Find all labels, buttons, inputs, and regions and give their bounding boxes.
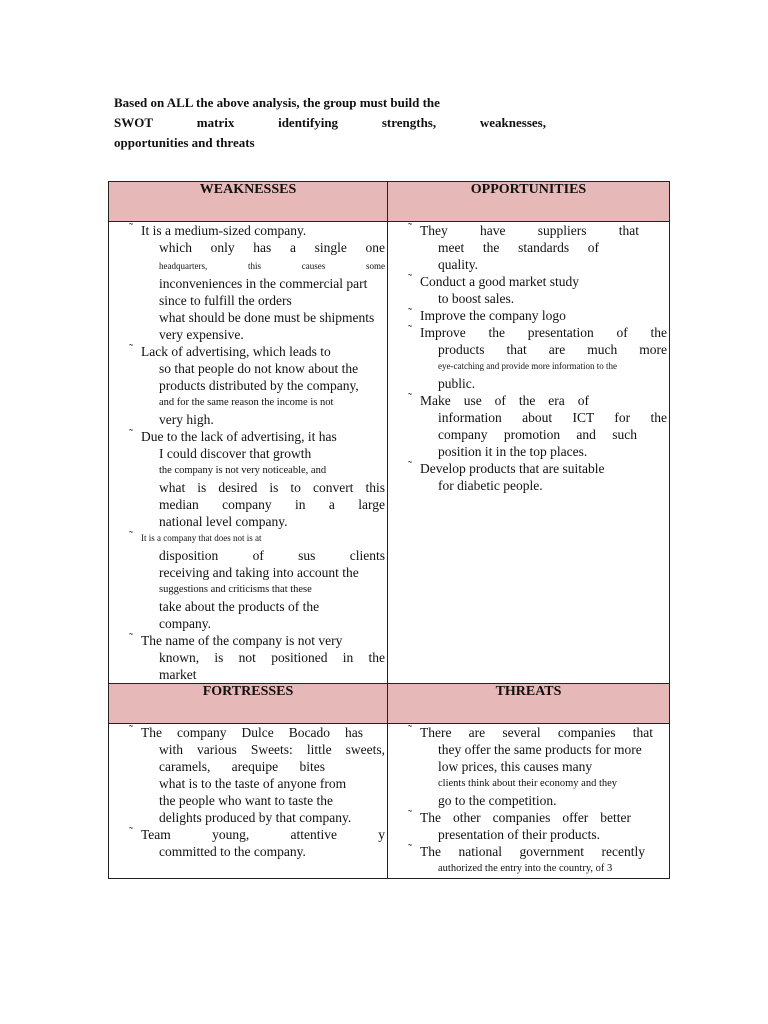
bullet-mark-icon: ˜ [129, 630, 133, 644]
item-line: the people who want to taste the [159, 793, 333, 808]
item-line: The company Dulce Bocado has [141, 725, 363, 740]
swot-matrix [108, 181, 670, 879]
opportunity-item [388, 273, 669, 307]
bullet-mark-icon: ˜ [408, 807, 412, 821]
item-line: public. [438, 376, 476, 391]
threat-item [388, 843, 669, 877]
item-line: go to the competition. [438, 793, 557, 808]
item-line: They have suppliers that [420, 223, 639, 238]
bullet-mark-icon: ˜ [129, 528, 133, 542]
item-line: company. [159, 616, 211, 631]
bullet-mark-icon: ˜ [129, 723, 133, 736]
item-line: since to fulfill the orders [159, 293, 292, 308]
opportunity-item [388, 460, 669, 494]
intro-word: strengths, [381, 115, 437, 130]
item-line: eye-catching and provide more information to the [438, 361, 617, 371]
fortress-item [109, 724, 387, 826]
item-line: to boost sales. [438, 291, 515, 306]
bullet-mark-icon: ˜ [408, 841, 412, 855]
intro-line-2 [114, 113, 546, 133]
bullet-mark-icon: ˜ [408, 221, 412, 234]
intro-line-1: Based on ALL the above analysis, the group must build the [114, 95, 440, 110]
item-line: Develop products that are suitable [420, 461, 605, 476]
item-line: products distributed by the company, [159, 378, 359, 393]
weakness-item [109, 530, 387, 632]
item-line: There are several companies that [420, 725, 653, 740]
item-line: It is a medium-sized company. [141, 223, 307, 238]
item-line: position it in the top places. [438, 444, 588, 459]
fortresses-cell [109, 724, 388, 879]
item-line: national level company. [159, 514, 288, 529]
item-line: take about the products of the [159, 599, 320, 614]
item-line: Lack of advertising, which leads to [141, 344, 331, 359]
intro-line-3: opportunities and threats [114, 135, 255, 150]
item-line: they offer the same products for more [438, 742, 642, 757]
item-line: It is a company that does not is at [141, 533, 262, 543]
weakness-item [109, 428, 387, 530]
threats-header: THREATS [388, 684, 670, 724]
bullet-mark-icon: ˜ [408, 305, 412, 319]
opportunity-item [388, 324, 669, 392]
item-line: I could discover that growth [159, 446, 312, 461]
item-line: which only has a single one [159, 240, 385, 255]
item-line: Improve the presentation of the [420, 325, 667, 340]
item-line: clients think about their economy and they [438, 778, 618, 789]
weaknesses-header: WEAKNESSES [109, 182, 388, 222]
item-line: products that are much more [438, 342, 667, 357]
bullet-mark-icon: ˜ [408, 723, 412, 736]
item-line: Team young, attentive y [141, 827, 385, 842]
item-line: what is desired is to convert this [159, 480, 385, 495]
weaknesses-cell [109, 222, 388, 684]
item-line: Conduct a good market study [420, 274, 579, 289]
item-line: for diabetic people. [438, 478, 543, 493]
intro-paragraph [114, 93, 546, 153]
item-line: The other companies offer better [420, 810, 631, 825]
bullet-mark-icon: ˜ [129, 221, 133, 234]
opportunity-item [388, 392, 669, 460]
opportunity-item [388, 222, 669, 273]
item-line: very high. [159, 412, 214, 427]
weakness-item [109, 632, 387, 683]
bullet-mark-icon: ˜ [408, 322, 412, 336]
item-line: Make use of the era of [420, 393, 589, 408]
opportunity-item [388, 307, 669, 324]
item-line: presentation of their products. [438, 827, 600, 842]
intro-word: matrix [196, 115, 235, 130]
item-line: what should be done must be shipments [159, 310, 375, 325]
item-line: Due to the lack of advertising, it has [141, 429, 337, 444]
item-line: quality. [438, 257, 478, 272]
item-line: caramels, arequipe bites [159, 759, 325, 774]
item-line: committed to the company. [159, 844, 306, 859]
fortress-item [109, 826, 387, 860]
item-line: Improve the company logo [420, 308, 566, 323]
opportunities-header: OPPORTUNITIES [388, 182, 670, 222]
item-line: The name of the company is not very [141, 633, 343, 648]
threat-item [388, 724, 669, 809]
item-line: market [159, 667, 197, 682]
item-line: what is to the taste of anyone from [159, 776, 347, 791]
bullet-mark-icon: ˜ [408, 390, 412, 404]
bullet-mark-icon: ˜ [129, 824, 133, 838]
item-line: disposition of sus clients [159, 548, 385, 563]
bullet-mark-icon: ˜ [408, 271, 412, 285]
item-line: delights produced by that company. [159, 810, 352, 825]
opportunities-cell [388, 222, 670, 684]
intro-word: identifying [278, 115, 339, 130]
item-line: suggestions and criticisms that these [159, 584, 312, 595]
item-line: authorized the entry into the country, of 3 [438, 863, 613, 874]
threats-cell [388, 724, 670, 879]
item-line: information about ICT for the [438, 410, 667, 425]
item-line: with various Sweets: little sweets, [159, 742, 385, 757]
item-line-mixed [159, 256, 385, 275]
bullet-mark-icon: ˜ [129, 341, 133, 355]
item-line: company promotion and such [438, 427, 637, 442]
fortresses-header: FORTRESSES [109, 684, 388, 724]
item-line: the company is not very noticeable, and [159, 465, 327, 476]
intro-word: weaknesses, [479, 115, 546, 130]
item-line: low prices, this causes many [438, 759, 593, 774]
item-line: and for the same reason the income is not [159, 397, 334, 408]
bullet-mark-icon: ˜ [408, 458, 412, 472]
intro-word: SWOT [114, 115, 154, 130]
item-line: meet the standards of [438, 240, 599, 255]
threat-item [388, 809, 669, 843]
bullet-mark-icon: ˜ [129, 426, 133, 440]
item-line: very expensive. [159, 327, 244, 342]
weakness-item [109, 343, 387, 428]
item-line: headquarters, this causes some [159, 261, 385, 271]
item-line: so that people do not know about the [159, 361, 359, 376]
item-line: median company in a large [159, 497, 385, 512]
item-line: inconveniences in the commercial part [159, 276, 368, 291]
item-line: receiving and taking into account the [159, 565, 359, 580]
item-line: known, is not positioned in the [159, 650, 385, 665]
item-line: The national government recently [420, 844, 645, 859]
weakness-item [109, 222, 387, 343]
